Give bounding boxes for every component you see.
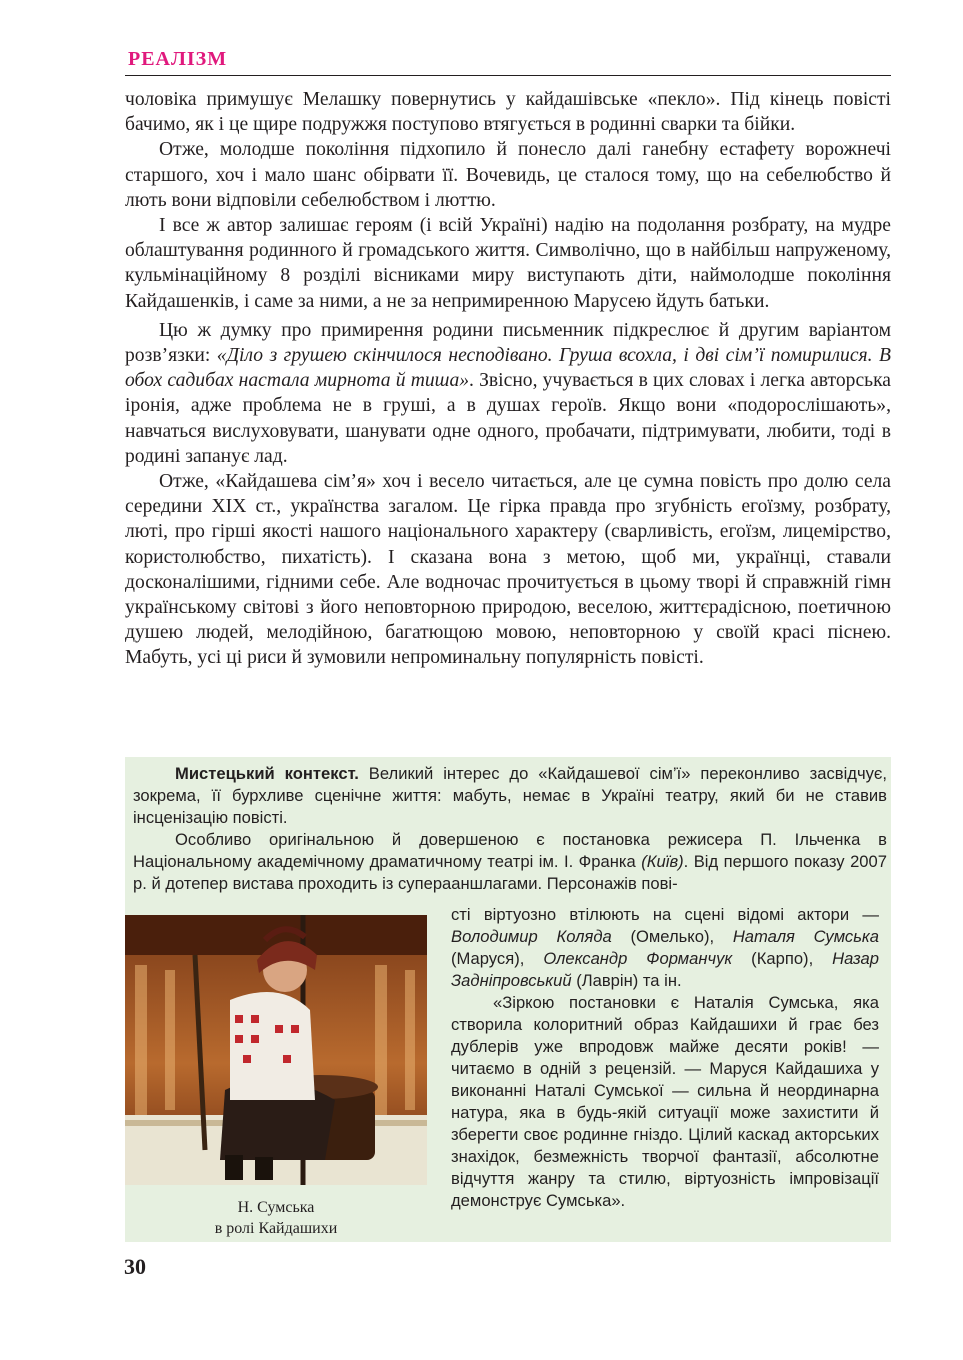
main-text	[125, 87, 891, 671]
stage-photo	[125, 915, 427, 1185]
paragraph-4: Цю ж думку про примирення родини письменник підкреслює й другим варіантом розв’язки: «Діло з грушею скінчилося несподівано. Груша всохла, і дві сім’ї помирилися. В обох садибах настала мирнота й тиша». Звісно, учувається в цих словах і легка авторська іронія, адже проблема не в груші, а в душах героїв. Якщо вони «подорослішають», навчаться вислуховувати, шанувати одне одного, пробачати, підтримувати, любити, тоді в родині запанує лад.	[125, 319, 892, 467]
actor-3: Олександр Форманчук	[543, 949, 733, 968]
actor-1: Володимир Коляда	[451, 927, 612, 946]
photo-caption	[125, 1197, 427, 1239]
paragraph-5: Отже, «Кайдашева сім’я» хоч і весело читається, але це сумна повість про долю села середини XIX ст., українства загалом. Це гірка правда про згубність егоїзму, розбрату, люті, про гірші якості нашого національного характеру (сварливість, егоїзм, лицемірство, користолюбство, пихатість). І сказана вона з метою, щоб ми, українці, ставали досконалішими, гідними себе. Але водночас прочитується в цьому творі й справжній гімн українському світові з його неповторною природою, веселою, життєрадісною, поетичною душею людей, мелодійною, багатющою мовою, неповторною у своїй красі піснею. Мабуть, усі ці риси й зумовили непроминальну популярність повісті.	[125, 471, 891, 669]
sidebar-intro	[133, 763, 887, 895]
header-divider	[125, 75, 891, 76]
section-title: РЕАЛІЗМ	[128, 48, 228, 70]
page-number: 30	[124, 1254, 146, 1279]
sidebar-paragraph-1: Мистецький контекст. Великий інтерес до «Кайдашевої сім’ї» переконливо засвідчує, зокрема, її бурхливе сценічне життя: мабуть, немає в Україні театру, який би не ставив інсценізацію повісті.	[133, 764, 887, 827]
paragraph-2: Отже, молодше покоління підхопило й понесло далі ганебну естафету ворожнечі старшого, хоч і мало шанс обірвати її. Вочевидь, це сталося тому, що на себелюбство й лють вони відповіли себелюбством і люттю.	[125, 139, 891, 211]
quote: «Діло з грушею скінчилося несподівано. Груша всохла, і дві сім’ї помирилися. В обох садибах настала мирнота й тиша»	[125, 345, 891, 392]
city: (Київ)	[641, 852, 684, 871]
caption-line-2: в ролі Кайдашихи	[214, 1220, 338, 1237]
sidebar-paragraph-3: «Зіркою постановки є Наталія Сумська, яка створила колоритний образ Кайдашихи й грає без дублерів уже впродовж майже десяти років! — читаємо в одній з рецензій. — Маруся Кайдашиха у виконанні Наталі Сумської — сильна й неординарна натура, яка в будь-якій ситуації може захистити й зберегти своє родинне гніздо. Цілий каскад акторських знахідок, безмежність творчої фантазії, абсолютне відчуття жанру та стилю, віртуозність імпровізації демонструє Сумська».	[451, 993, 879, 1210]
sidebar-paragraph-2-cont: сті віртуозно втілюють на сцені відомі актори — Володимир Коляда (Омелько), Наталя Сумська (Маруся), Олександр Форманчук (Карпо), Назар Задніпровський (Лаврін) та ін.	[451, 905, 879, 990]
sidebar-paragraph-2: Особливо оригінальною й довершеною є постановка режисера П. Ільченка в Національному академічному драматичному театрі ім. І. Франка (Київ). Від першого показу 2007 р. й дотепер вистава проходить із суперааншлагами. Персонажів пові-	[133, 830, 887, 893]
art-context-box	[125, 757, 891, 1242]
paragraph-1: чоловіка примушує Мелашку повернутись у кайдашівське «пекло». Під кінець повісті бачимо, як і це щире подружжя поступово втягується в родинні сварки та бійки.	[125, 89, 891, 136]
paragraph-3: І все ж автор залишає героям (і всій Україні) надію на подолання розбрату, на мудре облаштування родинного й громадського життя. Символічно, що в найбільш напруженому, кульмінаційному 8 розділі вісниками миру виступають діти, наймолодше покоління Кайдашенків, і саме за ними, а не за непримиренною Марусею йдуть батьки.	[125, 215, 891, 312]
actor-4: Назар Задніпровський	[451, 949, 879, 990]
actor-2: Наталя Сумська	[732, 927, 879, 946]
sidebar-right-column	[451, 904, 879, 1212]
caption-line-1: Н. Сумська	[237, 1199, 315, 1216]
stage-photo-image	[125, 915, 427, 1185]
sidebar-lead: Мистецький контекст.	[175, 764, 359, 783]
